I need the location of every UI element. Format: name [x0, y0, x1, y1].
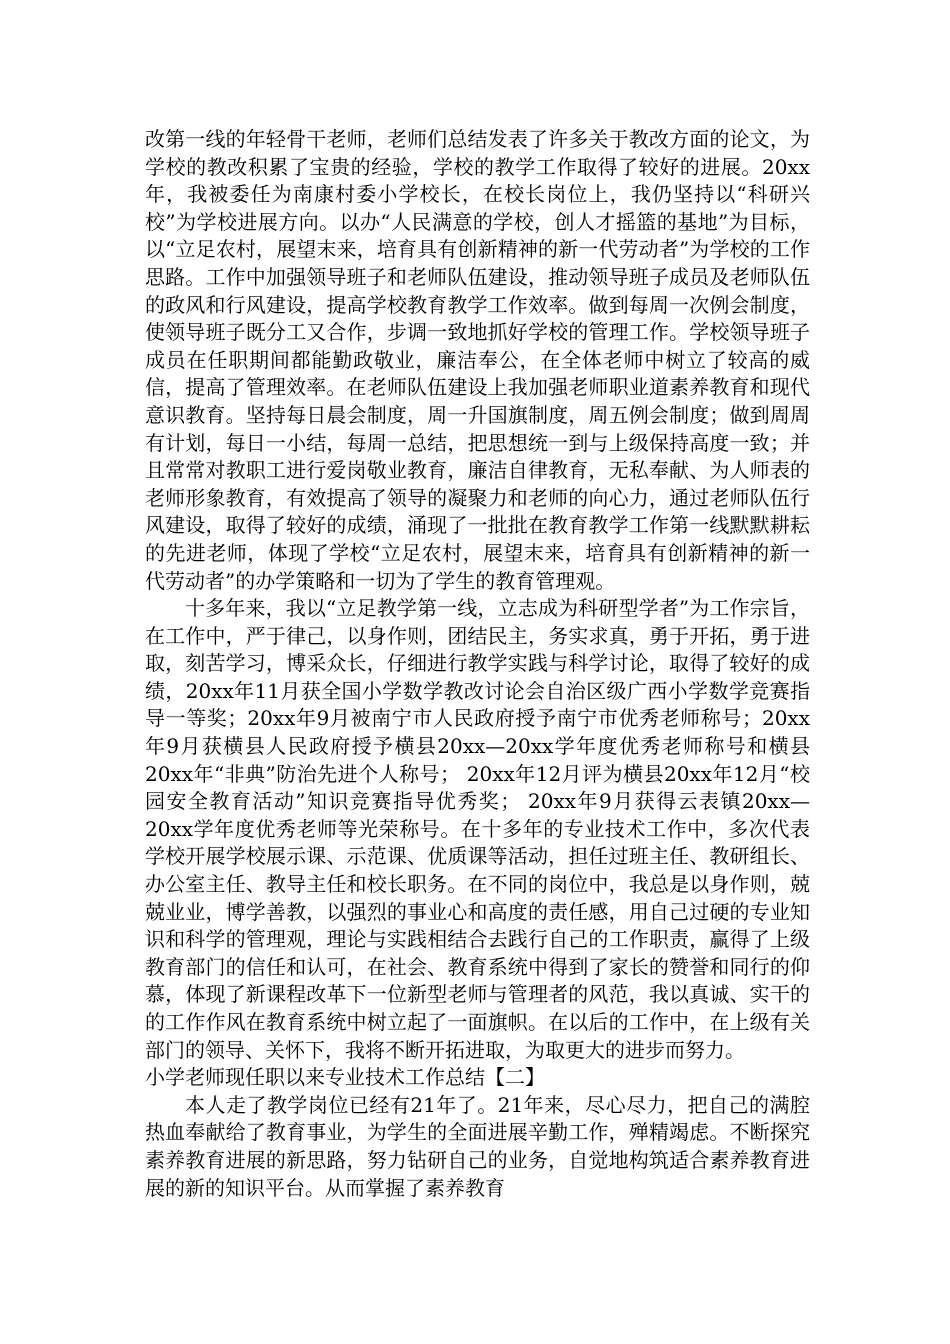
paragraph-3: 本人走了教学岗位已经有21年了。21年来，尽心尽力，把自己的满腔热血奉献给了教育事业，为学生的全面进展辛勤工作，殚精竭虑。不断探究素养教育进展的新思路，努力钻研自己的业务，自觉地构筑适合素养教育进展的新的知识平台。从而掌握了素养教育 — [145, 1092, 810, 1200]
paragraph-2: 十多年来，我以“立足教学第一线，立志成为科研型学者”为工作宗旨，在工作中，严于律己，以身作则，团结民主，务实求真，勇于开拓，勇于进取，刻苦学习，博采众长，仔细进行教学实践与科学讨论，取得了较好的成绩，20xx年11月获全国小学数学教改讨论会自治区级广西小学数学竞赛指导一等奖；20xx年9月被南宁市人民政府授予南宁市优秀老师称号；20xx年9月获横县人民政府授予横县20xx—20xx学年度优秀老师称号和横县20xx年“非典”防治先进个人称号； 20xx年12月评为横县20xx年12月“校园安全教育活动”知识竞赛指导优秀奖； 20xx年9月获得云表镇20xx—20xx学年度优秀老师等光荣称号。在十多年的专业技术工作中，多次代表学校开展学校展示课、示范课、优质课等活动，担任过班主任、教研组长、办公室主任、教导主任和校长职务。在不同的岗位中，我总是以身作则，兢兢业业，博学善教，以强烈的事业心和高度的责任感，用自己过硬的专业知识和科学的管理观，理论与实践相结合去践行自己的工作职责，赢得了上级教育部门的信任和认可，在社会、教育系统中得到了家长的赞誉和同行的仰慕，体现了新课程改革下一位新型老师与管理者的风范，我以真诚、实干的的工作作风在教育系统中树立起了一面旗帜。在以后的工作中，在上级有关部门的领导、关怀下，我将不断开拓进取，为取更大的进步而努力。 — [145, 596, 810, 1062]
section-heading: 小学老师现任职以来专业技术工作总结【二】 — [145, 1065, 545, 1090]
document-page — [145, 126, 810, 1202]
paragraph-1: 改第一线的年轻骨干老师，老师们总结发表了许多关于教改方面的论文，为学校的教改积累了宝贵的经验，学校的教学工作取得了较好的进展。20xx年，我被委任为南康村委小学校长，在校长岗位上，我仍坚持以“科研兴校”为学校进展方向。以办“人民满意的学校，创人才摇篮的基地”为目标，以“立足农村，展望末来，培育具有创新精神的新一代劳动者”为学校的工作思路。工作中加强领导班子和老师队伍建设，推动领导班子成员及老师队伍的政风和行风建设，提高学校教育教学工作效率。做到每周一次例会制度，使领导班子既分工又合作，步调一致地抓好学校的管理工作。学校领导班子成员在任职期间都能勤政敬业，廉洁奉公，在全体老师中树立了较高的威信，提高了管理效率。在老师队伍建设上我加强老师职业道素养教育和现代意识教育。坚持每日晨会制度，周一升国旗制度，周五例会制度；做到周周有计划，每日一小结，每周一总结，把思想统一到与上级保持高度一致；并且常常对教职工进行爱岗敬业教育，廉洁自律教育，无私奉献、为人师表的老师形象教育，有效提高了领导的凝聚力和老师的向心力，通过老师队伍行风建设，取得了较好的成绩，涌现了一批批在教育教学工作第一线默默耕耘的先进老师，体现了学校“立足农村，展望末来，培育具有创新精神的新一代劳动者”的办学策略和一切为了学生的教育管理观。 — [145, 127, 810, 593]
